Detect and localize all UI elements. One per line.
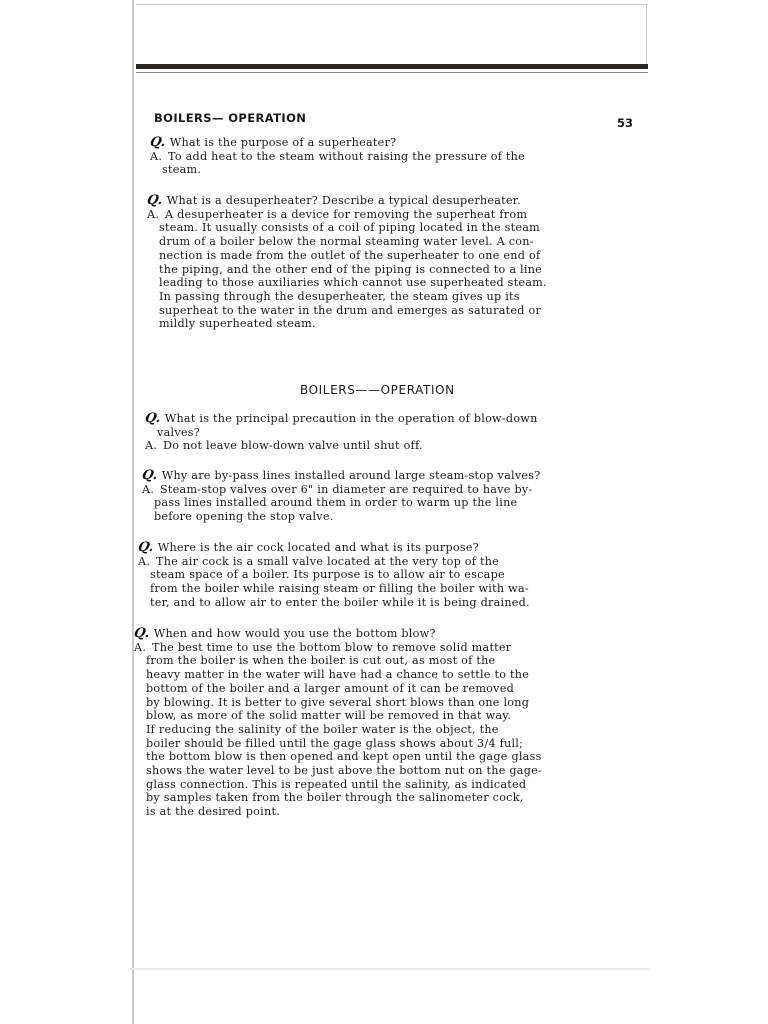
answer-line: before opening the stop valve.	[154, 510, 334, 524]
page-left-edge	[132, 0, 134, 1024]
answer-line: In passing through the desuperheater, the steam gives up its	[159, 289, 520, 303]
question-marker: Q.	[136, 540, 156, 555]
answer-line: steam space of a boiler. Its purpose is to allow air to escape	[150, 568, 505, 582]
answer-line: A. A desuperheater is a device for removing the superheat from	[147, 207, 528, 221]
answer-line: A. The air cock is a small valve located at the very top of the	[138, 554, 500, 568]
page-number: 53	[617, 116, 634, 130]
answer-line: bottom of the boiler and a larger amount of it can be removed	[146, 681, 515, 695]
page-top-edge	[136, 4, 648, 5]
answer-line: glass connection. This is repeated until the salinity, as indicated	[146, 777, 527, 791]
answer-line: mildly superheated steam.	[159, 317, 316, 331]
answer-line: shows the water level to be just above the bottom nut on the gage-	[146, 764, 543, 778]
answer-line: A. Do not leave blow-down valve until shut off.	[145, 439, 423, 453]
answer-line: steam. It usually consists of a coil of piping located in the steam	[159, 221, 541, 235]
answer-marker: A.	[134, 640, 147, 654]
answer-line: by blowing. It is better to give several short blows than one long	[146, 695, 530, 709]
answer-line: pass lines installed around them in order to warm up the line	[154, 496, 518, 510]
question-marker: Q.	[140, 468, 160, 483]
answer-line: A. The best time to use the bottom blow to remove solid matter	[134, 640, 512, 654]
question-marker: Q.	[148, 135, 168, 150]
answer-line: superheat to the water in the drum and emerges as saturated or	[159, 303, 542, 317]
question	[142, 469, 541, 483]
answer-line: the bottom blow is then opened and kept open until the gage glass	[146, 750, 542, 764]
section-title: BOILERS——OPERATION	[300, 383, 455, 397]
question	[145, 412, 538, 426]
answer-line: from the boiler is when the boiler is cut out, as most of the	[146, 654, 496, 668]
question-text: What is the principal precaution in the operation of blow-down	[164, 412, 538, 425]
qa-item	[145, 412, 538, 453]
answer-marker: A.	[150, 149, 163, 163]
page-bottom-edge	[130, 968, 650, 970]
page-right-edge	[646, 4, 647, 66]
header-rule-thin	[136, 72, 648, 73]
question-marker: Q.	[145, 193, 165, 208]
question-text: What is a desuperheater? Describe a typical desuperheater.	[166, 194, 521, 207]
qa-item	[150, 136, 525, 177]
question-text: Where is the air cock located and what is its purpose?	[157, 541, 479, 554]
answer-marker: A.	[138, 554, 151, 568]
answer-marker: A.	[142, 482, 155, 496]
qa-item	[147, 194, 547, 331]
answer-line: ter, and to allow air to enter the boiler while it is being drained.	[150, 595, 530, 609]
answer-line: steam.	[162, 163, 202, 177]
answer-line: heavy matter in the water will have had a chance to settle to the	[146, 668, 530, 682]
answer-line: A. Steam-stop valves over 6" in diameter are required to have by-	[142, 482, 533, 496]
answer-marker: A.	[145, 439, 158, 453]
answer-line: the piping, and the other end of the piping is connected to a line	[159, 262, 543, 276]
qa-item	[142, 469, 541, 524]
answer-line: boiler should be filled until the gage glass shows about 3/4 full;	[146, 736, 524, 750]
running-head: BOILERS— OPERATION	[154, 111, 307, 125]
question-text: What is the purpose of a superheater?	[169, 136, 397, 149]
answer-marker: A.	[147, 207, 160, 221]
question-line: valves?	[157, 425, 200, 439]
question	[147, 194, 547, 208]
answer-line: drum of a boiler below the normal steaming water level. A con-	[159, 235, 534, 249]
answer-line: blow, as more of the solid matter will be removed in that way.	[146, 709, 512, 723]
question	[134, 627, 542, 641]
answer-line: If reducing the salinity of the boiler water is the object, the	[146, 722, 499, 736]
answer-line: A. To add heat to the steam without raising the pressure of the	[150, 149, 525, 163]
qa-item	[134, 627, 542, 819]
answer-line: from the boiler while raising steam or filling the boiler with wa-	[150, 582, 529, 596]
header-rule	[136, 64, 648, 69]
answer-line: is at the desired point.	[146, 805, 280, 819]
question	[138, 541, 530, 555]
answer-line: by samples taken from the boiler through the salinometer cock,	[146, 791, 524, 805]
qa-item	[138, 541, 530, 610]
answer-line: leading to those auxiliaries which cannot use superheated steam.	[159, 276, 547, 290]
question-marker: Q.	[143, 411, 163, 426]
question	[150, 136, 525, 150]
question-text: When and how would you use the bottom blow?	[153, 627, 436, 640]
question-marker: Q.	[132, 626, 152, 641]
question-text: Why are by-pass lines installed around large steam-stop valves?	[161, 469, 541, 482]
answer-line: nection is made from the outlet of the superheater to one end of	[159, 248, 541, 262]
